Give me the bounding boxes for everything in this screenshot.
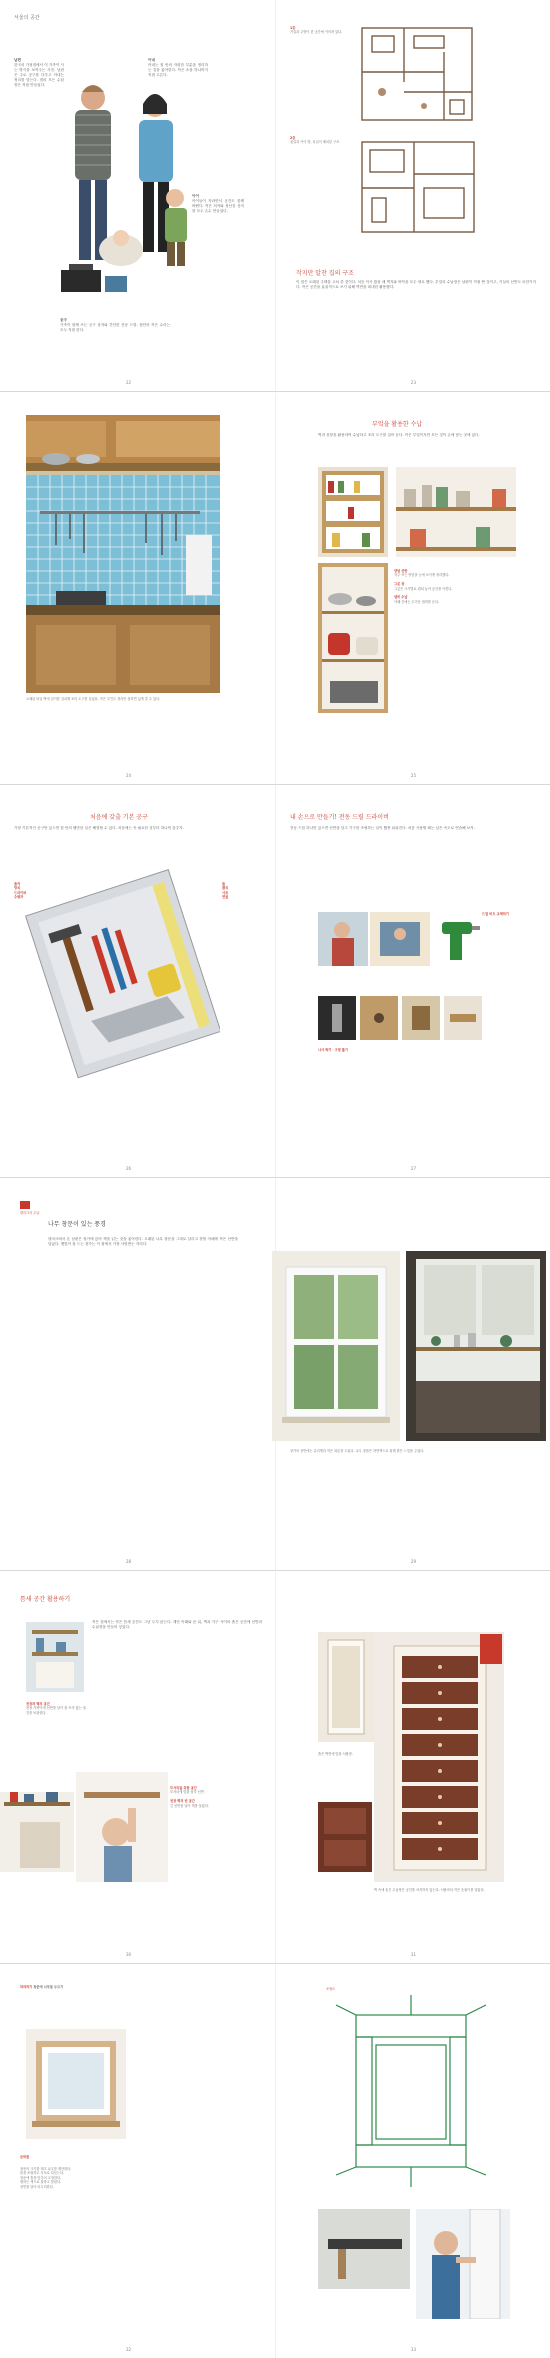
page-number: 28	[126, 1559, 132, 1564]
step-2: 틀을 조립하고 사포로 다듬는다.	[20, 2171, 65, 2176]
page-number: 33	[410, 2347, 416, 2352]
tool-8: 연필	[222, 895, 229, 900]
badge	[20, 1201, 30, 1209]
drill-note-1-title: 드릴 비트 교체하기	[482, 912, 509, 916]
drill-body: 전동 드릴 하나만 있으면 선반을 달고 가구를 조립하는 일이 훨씬 쉬워진다. 처음 사용할 때는 낮은 속도로 연습해 보자.	[290, 826, 475, 830]
page-left	[0, 1572, 275, 1963]
tools-title: 처음에 갖출 기본 공구	[90, 814, 148, 821]
section-body: 벽과 천장을 활용하여 수납하고 조리 도구를 걸어 둔다. 작은 부엌이지만 모든 것이 손에 닿는 곳에 있다.	[318, 433, 480, 437]
drill-note-1	[482, 912, 542, 916]
diy-badge	[20, 1985, 160, 1989]
plan-title: 작지만 알찬 집의 구조	[296, 270, 354, 277]
spread-kitchen-storage	[0, 393, 550, 785]
running-header: 서울의 공간	[14, 15, 40, 21]
note-1-text: 자주 쓰는 양념을 눈에 보이게 정리했다.	[394, 573, 450, 578]
caption-child-title: 아이	[192, 194, 199, 198]
section-title: 부엌을 활용한 수납	[372, 421, 423, 428]
plan-note-2-title: 2층	[290, 136, 296, 140]
plan-note-1-text: 거실과 주방이 한 공간에 이어져 있다.	[290, 30, 343, 35]
page-right	[275, 1965, 550, 2358]
nook-body: 작은 집에서는 작은 틈새 공간도 그냥 두지 않는다. 계단 아래와 문 위, 벽과 가구 사이의 좁은 공간에 선반과 수납장을 만들어 넣었다.	[92, 1620, 262, 1630]
tool-3: 드라이버	[14, 890, 27, 895]
nook-note-1-title: 천장과 벽의 공간	[26, 1702, 50, 1706]
storage-notes	[394, 569, 474, 604]
page-right	[275, 1572, 550, 1963]
page-right	[275, 0, 550, 391]
note-3-title: 냄비 수납	[394, 595, 408, 600]
drill-note-3-title: 구멍 뚫기	[334, 1048, 348, 1052]
assembly-diagram	[316, 1995, 506, 2195]
drill-step-photo-2	[360, 996, 398, 1040]
caption-wife-title: 아내	[148, 58, 155, 62]
window-title: 나무 창문이 있는 풍경	[48, 1221, 106, 1228]
caption-husband-title: 남편	[14, 58, 21, 62]
nook-cabinet-photo-1	[318, 1632, 374, 1742]
plan-body: 이 집은 오래된 주택을 고쳐 쓴 것이다. 처음 이사 왔을 때 벽지와 바닥을 모두 새로 했다. 부엌의 수납장은 남편이 직접 짠 것이고, 거실의 선반도 마찬가지다. 작은 공간을 효율적으로 쓰기 위해 벽면을 최대한 활용했다.	[296, 280, 536, 290]
page-right	[275, 1179, 550, 1570]
nook-caption-1: 좁은 벽면에 맞춘 서랍장.	[318, 1752, 353, 1756]
window-body: 덴마크에서 온 남편은 창가에 앉아 책을 읽는 것을 좋아한다. 오래된 나무 창문을 그대로 살리고 창틀 아래에 작은 선반을 달았다. 햇빛이 잘 드는 창가는 이 집에서 가장 사랑받는 자리다.	[48, 1237, 238, 1247]
nook-note-1-text: 천장 가까이에 선반을 달아 잘 쓰지 않는 물건을 보관한다.	[26, 1706, 86, 1715]
drill-product-photo	[432, 912, 482, 966]
family-photo	[55, 70, 205, 310]
diy-steps	[20, 2167, 260, 2189]
page-number: 31	[410, 1952, 416, 1957]
step-3: 창문에 틀을 맞추어 고정한다.	[20, 2175, 62, 2180]
page-number: 22	[126, 380, 132, 385]
plan-note-1	[290, 26, 348, 35]
nook-photo-2	[0, 1792, 74, 1872]
spread-family-home	[0, 0, 550, 392]
tool-notes-right	[222, 882, 264, 900]
caption-tools	[60, 318, 170, 333]
page-right	[275, 393, 550, 784]
tool-notes-left	[14, 882, 52, 900]
badge-label: 덴마크의 수납	[20, 1211, 40, 1215]
page-left	[0, 0, 275, 391]
drill-title: 내 손으로 만들기! 전동 드릴 드라이버	[290, 814, 389, 821]
kitchen-caption: 오래된 타일 벽에 걸이를 설치해 조리 도구를 걸었다. 작은 부엌도 정리만 잘하면 넓게 쓸 수 있다.	[26, 697, 161, 701]
drill-step-photo-3	[402, 996, 440, 1040]
nook-cabinet-photo-2	[374, 1632, 504, 1882]
nook-notes-2	[170, 1786, 260, 1808]
diy-title: 창문에 나무틀 두르기	[33, 1985, 64, 1989]
drill-note-2-title: 나사 박기	[318, 1048, 332, 1052]
spread-nook-space	[0, 1572, 550, 1964]
step-4: 원하는 색으로 칠하고 말린다.	[20, 2180, 62, 2185]
plan-note-2	[290, 136, 348, 145]
tool-1: 줄자	[14, 882, 21, 886]
drill-step-photo-1	[318, 996, 356, 1040]
page-left	[0, 1965, 275, 2358]
nook-photo-1	[26, 1622, 84, 1692]
spread-basic-tools	[0, 786, 550, 1178]
nook-photo-3	[76, 1772, 168, 1882]
diy-badge-prefix: 따라하기	[20, 1985, 33, 1989]
page-number: 24	[126, 773, 132, 778]
cabinet-photo	[318, 563, 388, 713]
plan-note-1-title: 1층	[290, 26, 296, 30]
caption-tools-title: 공구	[60, 318, 67, 322]
nook-note-3-text: 긴 선반을 달아 책을 꽂았다.	[170, 1803, 209, 1808]
nook-note-2-title: 모서리를 위한 공간	[170, 1786, 197, 1790]
drill-notes: 나사 박기 · 구멍 뚫기	[318, 1048, 348, 1052]
spread-wooden-window	[0, 1179, 550, 1571]
floor-plan-upper	[354, 22, 484, 130]
tool-6: 펜치	[222, 886, 229, 891]
drill-use-photo-1	[318, 912, 368, 966]
page-number: 32	[126, 2347, 132, 2352]
caption-wife-text: 아내는 집 안의 자잘한 부분을 정리하는 것을 좋아한다. 작은 소품 하나까지 직접 고른다.	[148, 63, 208, 78]
diagram-label: 조립도	[326, 1987, 336, 1991]
tools-body: 가장 기본적인 공구만 있으면 집 안의 웬만한 일은 해결할 수 있다. 처음에는 꼭 필요한 것부터 하나씩 갖추자.	[14, 826, 184, 830]
window-photo-2	[406, 1251, 546, 1441]
caption-tools-text: 가족이 함께 쓰는 공구 상자와 간단한 전동 드릴. 집안의 작은 수리는 모두 직접 한다.	[60, 323, 170, 333]
diy-subtitle-text: 준비물	[20, 2155, 30, 2159]
diy-step-photo-2	[416, 2209, 510, 2319]
nook-note-2-text: 모서리에 맞춘 삼각 선반.	[170, 1790, 205, 1795]
window-frame-photo	[26, 2029, 126, 2139]
plan-note-2-text: 침실과 아이 방, 욕실이 배치된 구조.	[290, 140, 341, 145]
page-number: 26	[126, 1166, 132, 1171]
shelf-jars-photo	[396, 467, 516, 557]
tool-2: 망치	[14, 886, 21, 891]
page-left	[0, 393, 275, 784]
page-number: 23	[410, 380, 416, 385]
page-number: 27	[410, 1166, 416, 1171]
nook-caption-2: 벽 속에 숨긴 수납장은 공간을 차지하지 않는다. 서랍마다 작은 손잡이를 달았다.	[374, 1888, 485, 1892]
drill-use-photo-2	[370, 912, 430, 966]
page-number: 25	[410, 773, 416, 778]
note-2-text: 그릇은 크기별로 겹쳐 놓아 공간을 아낀다.	[394, 586, 453, 591]
step-1: 창문의 크기를 재고 나무를 재단한다.	[20, 2167, 72, 2171]
step-5: 선반을 달아 마무리한다.	[20, 2184, 54, 2189]
diy-step-photo-1	[318, 2209, 410, 2289]
spread-window-frame-diy	[0, 1965, 550, 2358]
tool-5: 톱	[222, 882, 226, 886]
floor-plan-lower	[354, 134, 484, 242]
page-number: 29	[410, 1559, 416, 1564]
note-1-title: 양념 선반	[394, 569, 408, 573]
nook-note-1	[26, 1702, 86, 1715]
window-caption: 창가의 선반에는 유리병과 작은 화분을 두었다. 나무 창틀은 하얀색으로 칠해 밝은 느낌을 주었다.	[290, 1449, 425, 1453]
tool-7: 사포	[222, 890, 229, 895]
note-3-text: 아래 칸에는 무거운 냄비를 둔다.	[394, 599, 440, 604]
note-2-title: 그릇 장	[394, 582, 405, 587]
page-right	[275, 786, 550, 1177]
tool-4: 수평자	[14, 895, 24, 900]
drill-step-photo-4	[444, 996, 482, 1040]
page-number: 30	[126, 1952, 132, 1957]
page-left	[0, 1179, 275, 1570]
caption-husband-text: 한국의 가정집에서 이 가족이 사는 방식을 보여주는 사진. 남편은 주로 공구를 다루고 아내는 정리를 맡는다. 집의 모든 수납장은 직접 만들었다.	[14, 63, 64, 88]
caption-child-text: 아이들이 자라면서 공간도 함께 바뀐다. 작은 의자와 장난감 상자를 모두 손수 만들었다.	[192, 199, 244, 214]
page-left	[0, 786, 275, 1177]
nook-title: 틈새 공간 활용하기	[20, 1596, 71, 1603]
nook-drawer-photo	[318, 1802, 372, 1872]
diy-subtitle	[20, 2155, 260, 2159]
kitchen-photo	[26, 415, 220, 693]
spice-shelf-photo	[318, 467, 388, 557]
nook-note-3-title: 천장 벽의 빈 공간	[170, 1799, 195, 1804]
window-photo-1	[272, 1251, 400, 1441]
